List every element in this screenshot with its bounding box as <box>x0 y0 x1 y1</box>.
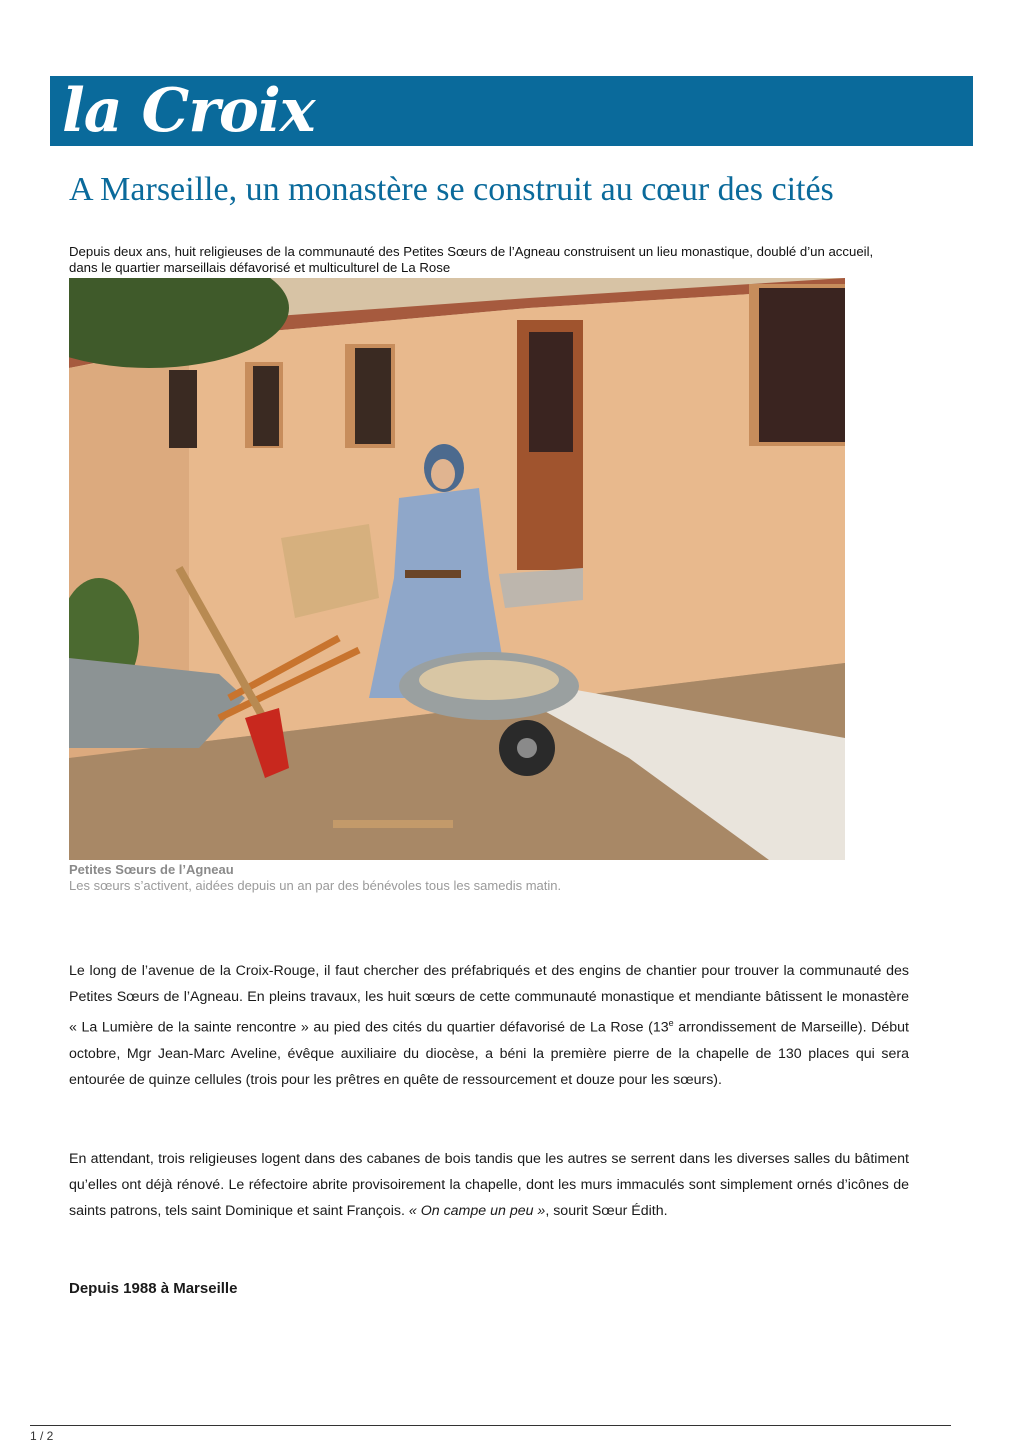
superscript-e: e <box>668 1018 674 1028</box>
paragraph-1-text-end: arrondissement de Marseille). Début octobre, Mgr Jean-Marc Aveline, évêque auxiliaire du diocèse, a béni la première pierre de la chapelle de 130 places qui sera entourée de quinze cellules (trois pour les prêtres en quête de ressourcement et douze pour les sœurs). <box>69 1019 909 1088</box>
footer-divider <box>30 1425 951 1426</box>
article-title: A Marseille, un monastère se construit au cœur des cités <box>69 171 834 208</box>
la-croix-logo[interactable]: la Croix <box>62 76 315 146</box>
paragraph-1-text: Le long de l’avenue de la Croix-Rouge, il faut chercher des préfabriqués et des engins de chantier pour trouver la communauté des Petites Sœurs de l’Agneau. En pleins travaux, les huit sœurs de cette communauté monastique et mendiante bâtissent le monastère « La Lumière de la sainte rencontre » au pied des cités du quartier défavorisé de La Rose (13 <box>69 963 909 1036</box>
paragraph-1 <box>69 958 909 1093</box>
section-subhead: Depuis 1988 à Marseille <box>69 1280 238 1297</box>
photo-illustration <box>69 278 845 860</box>
photo-credit: Petites Sœurs de l’Agneau <box>69 862 234 877</box>
photo-caption: Les sœurs s’activent, aidées depuis un an par des bénévoles tous les samedis matin. <box>69 878 562 893</box>
article-lead: Depuis deux ans, huit religieuses de la communauté des Petites Sœurs de l’Agneau construisent un lieu monastique, doublé d’un accueil, dans le quartier marseillais défavorisé et multiculturel de La Rose <box>69 244 874 275</box>
page-number: 1 / 2 <box>30 1429 54 1443</box>
paragraph-2-text: En attendant, trois religieuses logent dans des cabanes de bois tandis que les autres se serrent dans les diverses salles du bâtiment qu’elles ont déjà rénové. Le réfectoire abrite provisoirement la chapelle, dont les murs immaculés sont simplement ornés d’icônes de saints patrons, tels saint Dominique et saint François. <box>69 1151 909 1219</box>
paragraph-2-text-end: , sourit Sœur Édith. <box>545 1203 668 1219</box>
masthead-banner <box>50 76 973 146</box>
quote: « On campe un peu » <box>408 1203 546 1219</box>
paragraph-2 <box>69 1146 909 1224</box>
article-photo <box>69 278 845 860</box>
